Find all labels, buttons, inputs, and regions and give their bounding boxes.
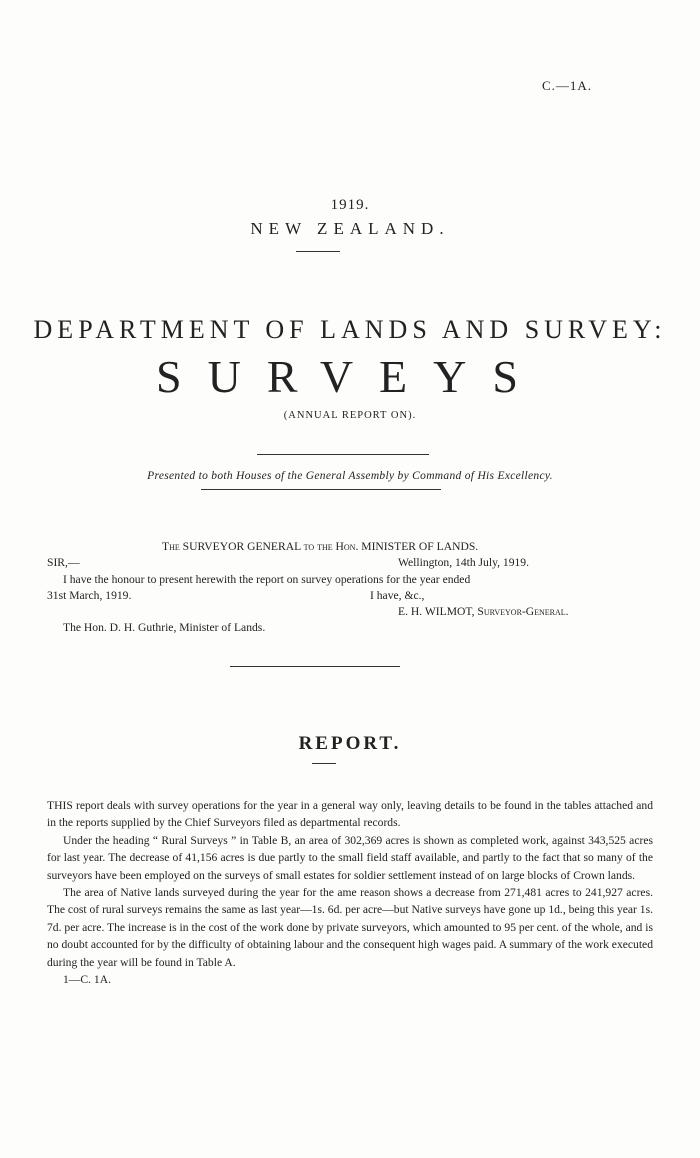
- report-paragraph-1: THIS report deals with survey operations for the year in a general way only, leaving details to be found in the tables attached and in the reports supplied by the Chief Surveyors filed as departmental records.: [47, 799, 653, 830]
- closing: I have, &c.,: [370, 589, 425, 602]
- divider-report: [312, 763, 336, 764]
- signature: E. H. WILMOT, Surveyor-General.: [398, 605, 569, 618]
- place-date: Wellington, 14th July, 1919.: [398, 556, 529, 569]
- year: 1919.: [330, 197, 370, 213]
- addressee: The Hon. D. H. Guthrie, Minister of Lands.: [63, 621, 266, 634]
- letter-body-line-1: I have the honour to present herewith the report on survey operations for the year ended: [63, 573, 471, 586]
- divider-upper: [257, 454, 429, 455]
- subtitle: (ANNUAL REPORT ON).: [283, 410, 417, 421]
- report-paragraph-2: Under the heading “ Rural Surveys ” in Table B, an area of 302,369 acres is shown as completed work, against 343,525 acres for last year. The decrease of 41,156 acres is due partly to the small field staff available, and partly to the fact that so many of the surveyors have been employed on the surveys of small estates for soldier settlement instead of on large blocks of Crown lands.: [47, 833, 653, 882]
- letter-body-line-2: 31st March, 1919.: [47, 589, 132, 602]
- report-body: [47, 797, 653, 988]
- divider-short: [296, 251, 340, 252]
- report-paragraph-3: The area of Native lands surveyed during the year for the ame reason shows a decrease from 271,481 acres to 241,927 acres. The cost of rural surveys remains the same as last year—1s. 6d. per acre—but Native surveys have gone up 1d., being this year 1s. 7d. per acre. The increase is in the cost of the work done by private surveyors, which amounted to 95 per cent. of the whole, and is no doubt accounted for by the difficulty of obtaining labour and the consequent high wages paid. A summary of the work executed during the year will be found in Table A.: [47, 886, 653, 969]
- report-title: REPORT.: [298, 733, 402, 754]
- presented-line: Presented to both Houses of the General Assembly by Command of His Excellency.: [147, 470, 553, 482]
- letter-heading: The SURVEYOR GENERAL to the Hon. MINISTER OF LANDS.: [162, 540, 479, 553]
- department-title: DEPARTMENT OF LANDS AND SURVEY:: [33, 315, 667, 344]
- salutation: SIR,—: [47, 556, 80, 569]
- divider-middle: [230, 666, 400, 667]
- divider-lower: [201, 489, 441, 490]
- country-title: NEW ZEALAND.: [250, 219, 450, 238]
- subject-title: SURVEYS: [156, 351, 544, 402]
- footer-reference: 1—C. 1A.: [63, 973, 111, 987]
- page-reference: C.—1A.: [541, 78, 592, 93]
